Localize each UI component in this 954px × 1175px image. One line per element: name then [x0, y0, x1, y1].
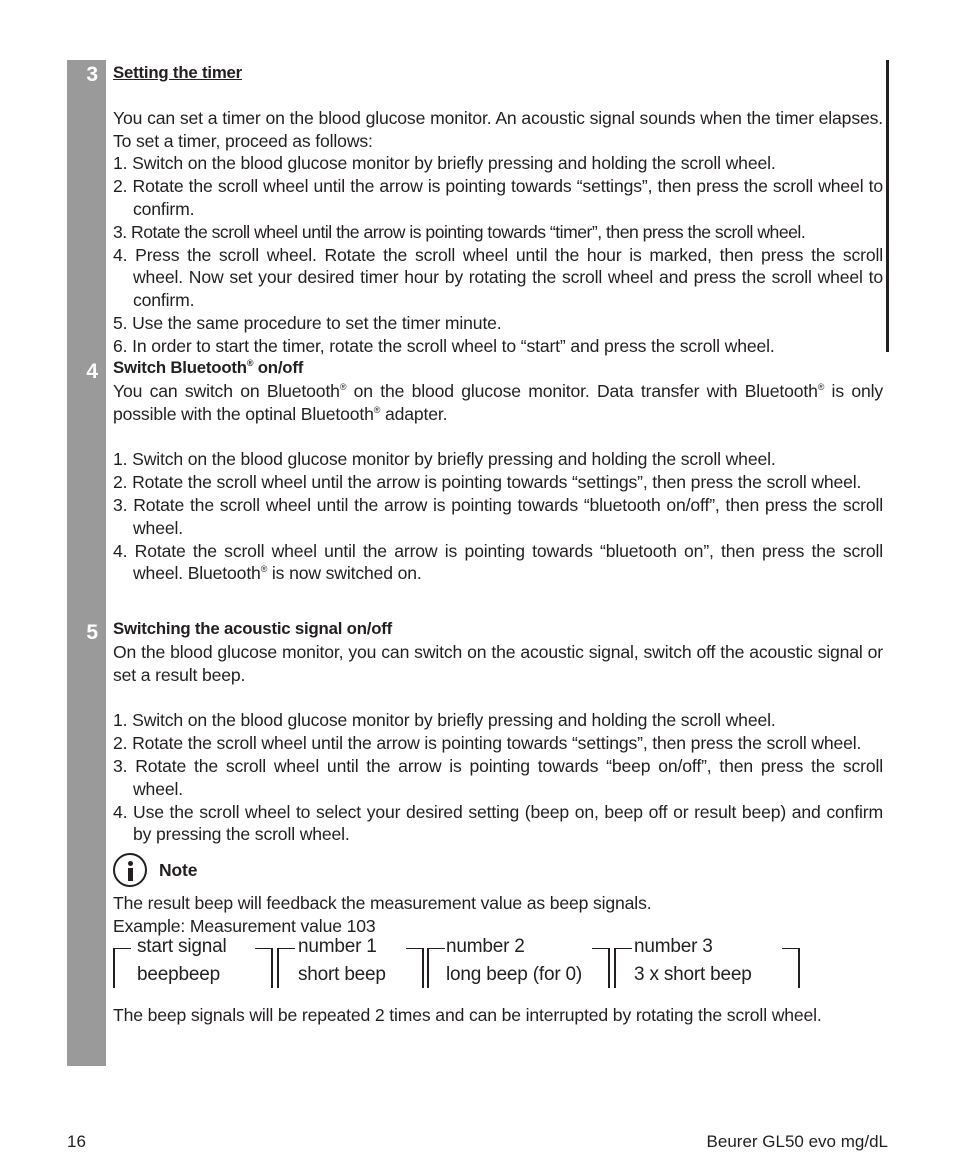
section-acoustic-signal: [113, 618, 883, 1027]
info-icon: [113, 853, 147, 887]
section-intro: On the blood glucose monitor, you can switch on the acoustic signal, switch off the acoustic signal or set a result beep.: [113, 641, 883, 685]
note-text: The result beep will feedback the measurement value as beep signals.: [113, 893, 652, 914]
section-bluetooth: [113, 357, 883, 585]
list-item: 4. Press the scroll wheel. Rotate the scroll wheel until the hour is marked, then press the scroll wheel. Now set your desired timer hour by rotating the scroll wheel and press the scroll wheel to confirm.: [113, 244, 883, 311]
list-item: 3. Rotate the scroll wheel until the arrow is pointing towards “beep on/off”, then press the scroll wheel.: [113, 755, 883, 799]
step-list: [113, 448, 883, 585]
list-item: 2. Rotate the scroll wheel until the arrow is pointing towards “settings”, then press the scroll wheel to confirm.: [113, 176, 883, 219]
list-item: 3. Rotate the scroll wheel until the arrow is pointing towards “bluetooth on/off”, then press the scroll wheel.: [113, 494, 883, 538]
list-item: 2. Rotate the scroll wheel until the arrow is pointing towards “settings”, then press the scroll wheel.: [113, 472, 862, 493]
section-timer: [113, 62, 883, 358]
beep-segment-number-2: number 2 long beep (for 0): [427, 938, 610, 990]
section-heading: Switching the acoustic signal on/off: [113, 619, 393, 638]
beep-segment-number-3: number 3 3 x short beep: [614, 938, 800, 990]
section-number: 4: [86, 360, 98, 383]
section-number: 5: [86, 621, 98, 644]
change-bar: [886, 60, 889, 352]
section-intro: You can set a timer on the blood glucose monitor. An acoustic signal sounds when the timer elapses. To set a timer, proceed as follows:: [113, 107, 883, 151]
section-intro: You can switch on Bluetooth® on the blood glucose monitor. Data transfer with Bluetooth® is only possible with the optinal Bluetooth® adapter.: [113, 380, 883, 424]
beep-sequence-diagram: [113, 935, 883, 998]
beep-segment-number-1: number 1 short beep: [277, 938, 424, 990]
footer-product: Beurer GL50 evo mg/dL: [706, 1132, 888, 1151]
section-sidebar: [67, 60, 106, 1066]
list-item: 5. Use the same procedure to set the timer minute.: [113, 312, 502, 333]
note-header: [113, 850, 883, 890]
note-example: Example: Measurement value 103: [113, 915, 376, 936]
note-closing: The beep signals will be repeated 2 times and can be interrupted by rotating the scroll wheel.: [113, 1004, 822, 1025]
section-number: 3: [86, 63, 98, 86]
list-item: 1. Switch on the blood glucose monitor by briefly pressing and holding the scroll wheel.: [113, 449, 776, 470]
list-item: 1. Switch on the blood glucose monitor by briefly pressing and holding the scroll wheel.: [113, 153, 776, 174]
list-item: 2. Rotate the scroll wheel until the arrow is pointing towards “settings”, then press the scroll wheel.: [113, 733, 862, 754]
beep-segment-start-signal: start signal beepbeep: [113, 938, 273, 990]
list-item: 1. Switch on the blood glucose monitor by briefly pressing and holding the scroll wheel.: [113, 710, 776, 731]
step-list: [113, 709, 883, 846]
note-title: Note: [159, 859, 198, 880]
section-heading: Setting the timer: [113, 63, 242, 82]
list-item: 4. Use the scroll wheel to select your desired setting (beep on, beep off or result beep) and confirm by pressing the scroll wheel.: [113, 801, 883, 845]
list-item: 4. Rotate the scroll wheel until the arrow is pointing towards “bluetooth on”, then press the scroll wheel. Bluetooth® is now switched on.: [113, 540, 883, 584]
section-heading: Switch Bluetooth® on/off: [113, 358, 304, 377]
list-item: 6. In order to start the timer, rotate the scroll wheel to “start” and press the scroll wheel.: [113, 335, 775, 356]
list-item: 3. Rotate the scroll wheel until the arrow is pointing towards “timer”, then press the scroll wheel.: [113, 221, 806, 242]
page-number: 16: [67, 1132, 86, 1151]
step-list: [113, 152, 883, 357]
